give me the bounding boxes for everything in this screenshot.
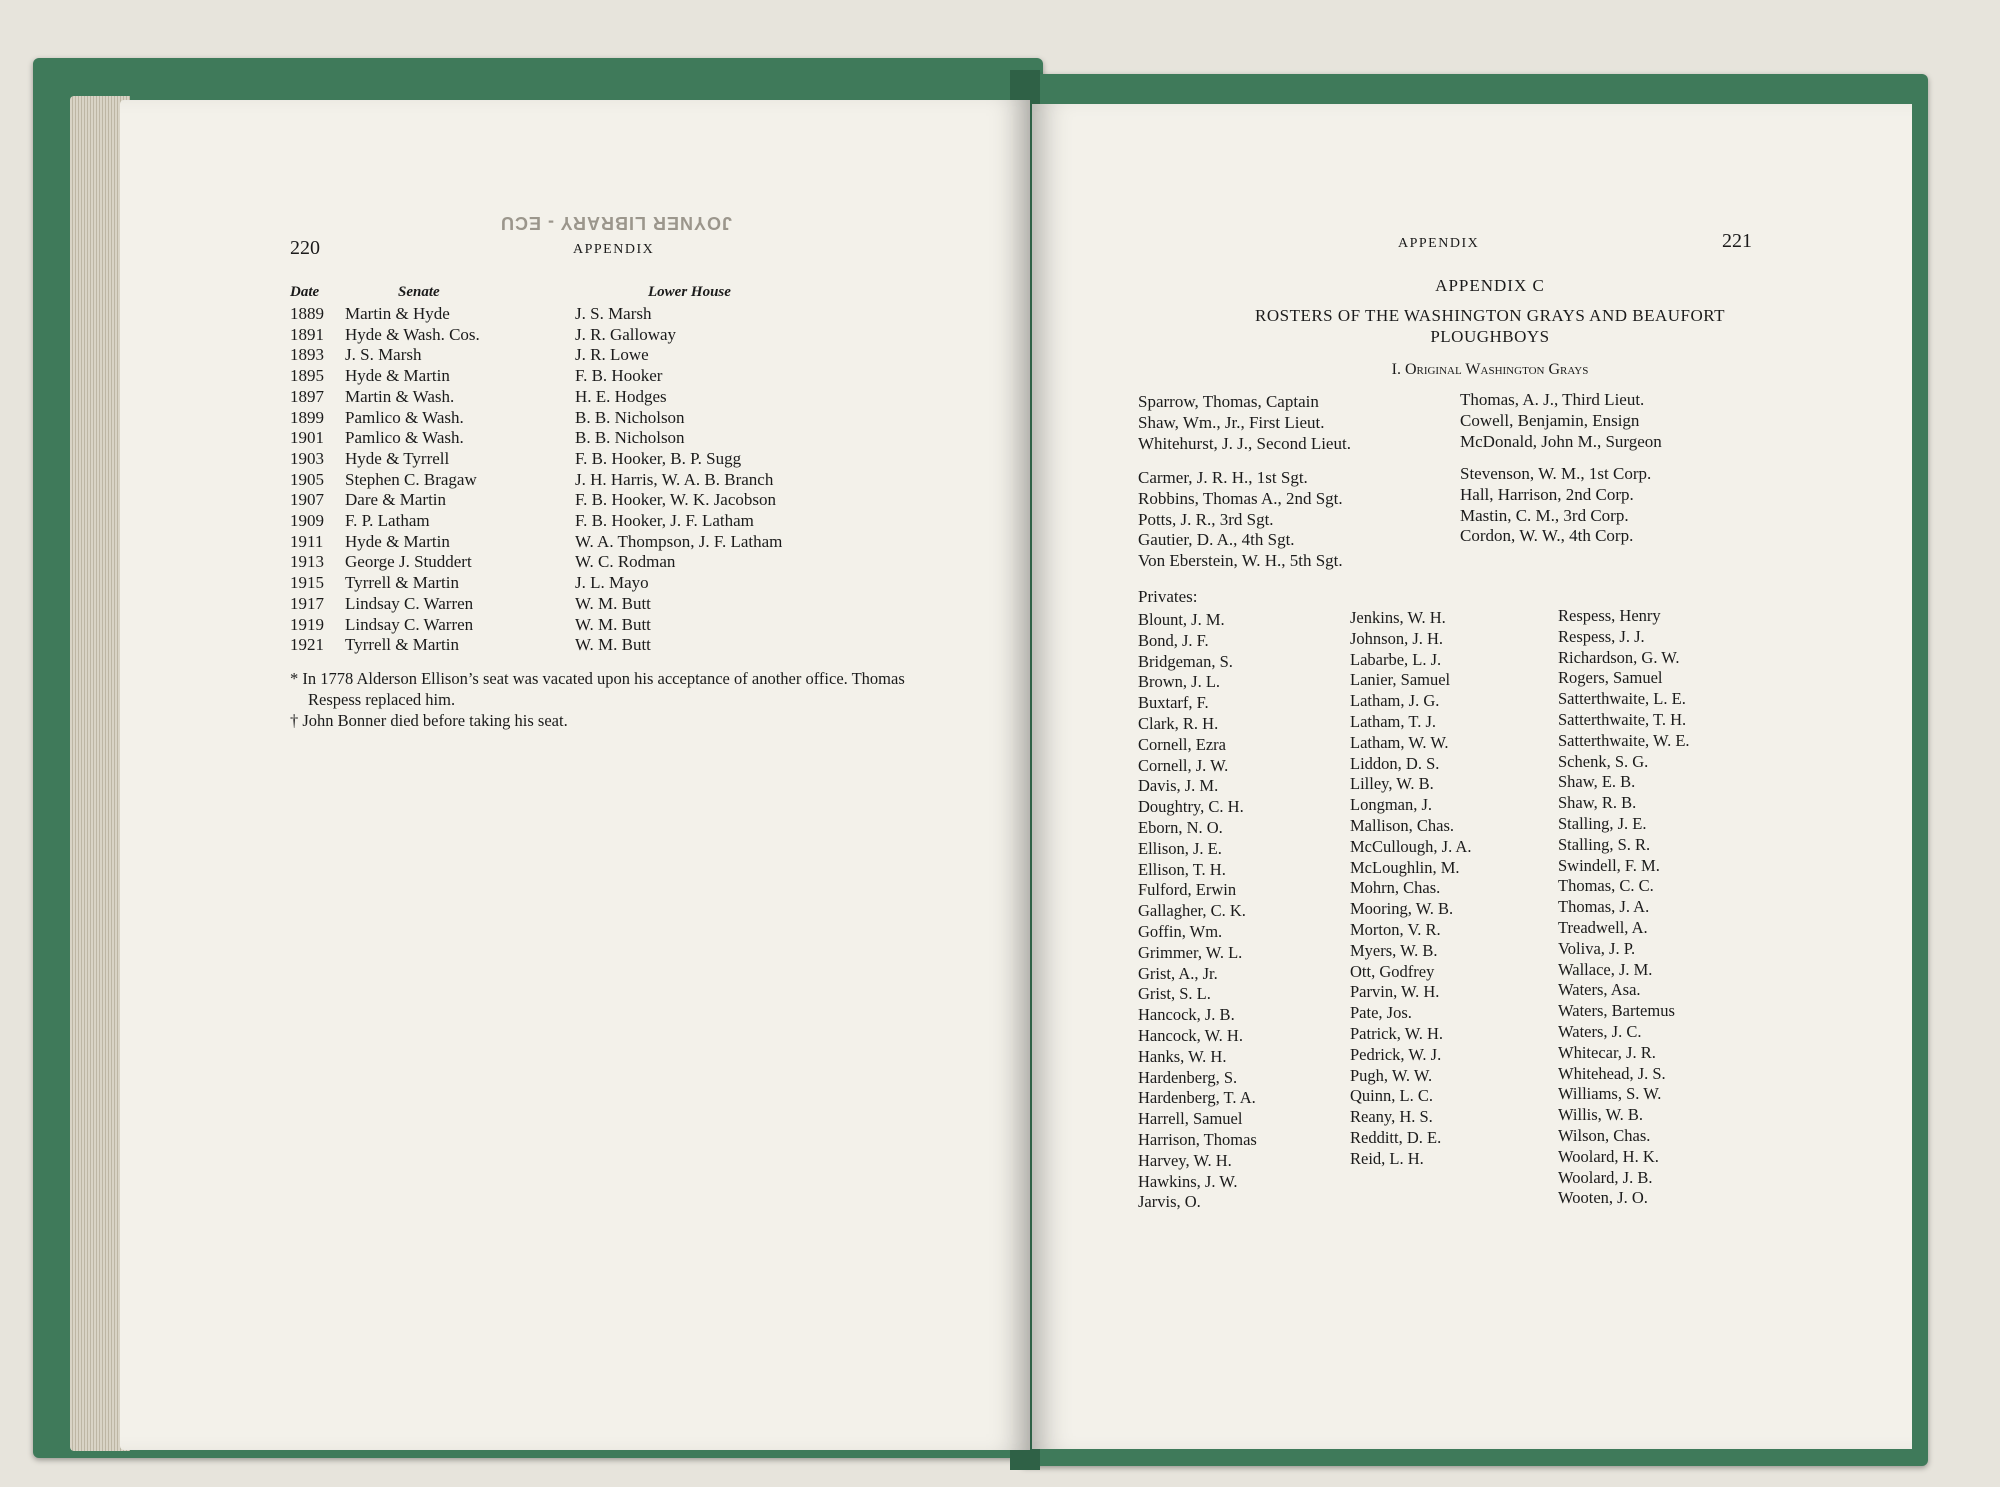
lower-house-cell: J. R. Lowe bbox=[575, 345, 649, 365]
private-entry: Bridgeman, S. bbox=[1138, 651, 1233, 671]
private-entry: Parvin, W. H. bbox=[1350, 982, 1440, 1002]
nco-entry: Cordon, W. W., 4th Corp. bbox=[1460, 526, 1634, 546]
private-entry: Reid, L. H. bbox=[1350, 1148, 1424, 1168]
private-entry: Grist, A., Jr. bbox=[1138, 963, 1218, 983]
footnote-2: † John Bonner died before taking his seat. bbox=[290, 711, 568, 730]
library-stamp: JOYNER LIBRARY - ECU bbox=[500, 213, 733, 233]
senate-cell: Hyde & Tyrrell bbox=[345, 448, 450, 468]
senate-cell: Lindsay C. Warren bbox=[345, 614, 474, 634]
privates-column-3 bbox=[1558, 606, 1690, 1209]
private-entry: Morton, V. R. bbox=[1350, 919, 1441, 939]
year-cell: 1895 bbox=[290, 366, 324, 386]
officer-entry: Whitehurst, J. J., Second Lieut. bbox=[1138, 433, 1351, 453]
private-entry: Fulford, Erwin bbox=[1138, 880, 1237, 900]
year-cell: 1901 bbox=[290, 428, 324, 448]
private-entry: Mooring, W. B. bbox=[1350, 899, 1454, 919]
senate-cell: Stephen C. Bragaw bbox=[345, 469, 477, 489]
private-entry: Quinn, L. C. bbox=[1350, 1086, 1433, 1106]
senate-cell: Lindsay C. Warren bbox=[345, 593, 474, 613]
private-entry: Schenk, S. G. bbox=[1558, 751, 1649, 771]
private-entry: Swindell, F. M. bbox=[1558, 855, 1660, 875]
private-entry: Reany, H. S. bbox=[1350, 1107, 1433, 1127]
ncos-list-left bbox=[1138, 468, 1343, 572]
lower-house-cell: H. E. Hodges bbox=[575, 386, 667, 406]
private-entry: Wilson, Chas. bbox=[1558, 1125, 1651, 1145]
private-entry: Patrick, W. H. bbox=[1350, 1023, 1444, 1043]
year-cell: 1905 bbox=[290, 469, 324, 489]
senate-cell: Martin & Hyde bbox=[345, 304, 450, 323]
column-header-lower-house: Lower House bbox=[648, 284, 731, 300]
lower-house-cell: W. C. Rodman bbox=[575, 552, 676, 572]
nco-entry: Potts, J. R., 3rd Sgt. bbox=[1138, 509, 1274, 529]
private-entry: Johnson, J. H. bbox=[1350, 628, 1444, 648]
nco-entry: Gautier, D. A., 4th Sgt. bbox=[1138, 530, 1295, 550]
year-cell: 1903 bbox=[290, 448, 324, 468]
page-number-left: 220 bbox=[290, 237, 320, 259]
running-head-left: APPENDIX bbox=[573, 242, 655, 257]
nco-entry: Mastin, C. M., 3rd Corp. bbox=[1460, 505, 1629, 525]
year-cell: 1913 bbox=[290, 552, 324, 572]
private-entry: Mohrn, Chas. bbox=[1350, 878, 1441, 898]
private-entry: Ott, Godfrey bbox=[1350, 961, 1435, 981]
private-entry: Brown, J. L. bbox=[1138, 672, 1221, 692]
officer-entry: Shaw, Wm., Jr., First Lieut. bbox=[1138, 412, 1325, 432]
nco-entry: Robbins, Thomas A., 2nd Sgt. bbox=[1138, 488, 1343, 508]
column-header-date: Date bbox=[290, 284, 320, 300]
senate-cell: J. S. Marsh bbox=[345, 345, 422, 365]
lower-house-cell: W. A. Thompson, J. F. Latham bbox=[575, 531, 783, 551]
private-entry: Hancock, W. H. bbox=[1138, 1025, 1243, 1045]
year-cell: 1911 bbox=[290, 531, 324, 551]
private-entry: Waters, Asa. bbox=[1558, 980, 1641, 1000]
private-entry: Eborn, N. O. bbox=[1138, 817, 1223, 837]
column-header-senate: Senate bbox=[398, 284, 440, 300]
private-entry: Ellison, T. H. bbox=[1138, 859, 1226, 879]
senate-cell: Pamlico & Wash. bbox=[345, 428, 464, 448]
lower-house-cell: J. R. Galloway bbox=[575, 324, 677, 344]
private-entry: Wooten, J. O. bbox=[1558, 1188, 1648, 1208]
private-entry: Gallagher, C. K. bbox=[1138, 901, 1246, 921]
senate-cell: Tyrrell & Martin bbox=[345, 635, 460, 655]
private-entry: Hawkins, J. W. bbox=[1138, 1171, 1238, 1191]
private-entry: Grimmer, W. L. bbox=[1138, 942, 1243, 962]
private-entry: Richardson, G. W. bbox=[1558, 647, 1680, 667]
private-entry: Latham, T. J. bbox=[1350, 711, 1436, 731]
private-entry: Waters, J. C. bbox=[1558, 1021, 1642, 1041]
private-entry: Rogers, Samuel bbox=[1558, 668, 1663, 688]
senate-cell: Tyrrell & Martin bbox=[345, 573, 460, 593]
private-entry: Ellison, J. E. bbox=[1138, 838, 1222, 858]
page-number-right: 221 bbox=[1722, 230, 1752, 252]
private-entry: Thomas, C. C. bbox=[1558, 876, 1654, 896]
lower-house-cell: F. B. Hooker, B. P. Sugg bbox=[575, 448, 742, 468]
year-cell: 1893 bbox=[290, 345, 324, 365]
private-entry: Hardenberg, T. A. bbox=[1138, 1088, 1256, 1108]
senate-cell: Hyde & Martin bbox=[345, 531, 450, 551]
private-entry: Woolard, H. K. bbox=[1558, 1146, 1659, 1166]
lower-house-cell: W. M. Butt bbox=[575, 635, 651, 655]
private-entry: Hardenberg, S. bbox=[1138, 1067, 1238, 1087]
officer-entry: Sparrow, Thomas, Captain bbox=[1138, 392, 1319, 411]
private-entry: Grist, S. L. bbox=[1138, 984, 1211, 1004]
year-cell: 1917 bbox=[290, 593, 324, 613]
private-entry: Doughtry, C. H. bbox=[1138, 797, 1244, 817]
year-cell: 1915 bbox=[290, 573, 324, 593]
left-page bbox=[120, 100, 1030, 1450]
officers-list-right bbox=[1460, 390, 1662, 452]
private-entry: Blount, J. M. bbox=[1138, 610, 1225, 629]
private-entry: Thomas, J. A. bbox=[1558, 897, 1650, 917]
private-entry: Myers, W. B. bbox=[1350, 940, 1438, 960]
private-entry: Respess, J. J. bbox=[1558, 626, 1645, 646]
private-entry: Shaw, R. B. bbox=[1558, 793, 1637, 813]
senate-cell: Pamlico & Wash. bbox=[345, 407, 464, 427]
private-entry: McCullough, J. A. bbox=[1350, 836, 1472, 856]
officer-entry: Cowell, Benjamin, Ensign bbox=[1460, 410, 1640, 430]
senate-cell: F. P. Latham bbox=[345, 511, 430, 530]
private-entry: Voliva, J. P. bbox=[1558, 938, 1636, 958]
private-entry: Williams, S. W. bbox=[1558, 1084, 1662, 1104]
lower-house-cell: W. M. Butt bbox=[575, 593, 651, 613]
senate-cell: George J. Studdert bbox=[345, 552, 472, 572]
section-heading: I. Original Washington Grays bbox=[1391, 361, 1589, 378]
private-entry: Whitecar, J. R. bbox=[1558, 1042, 1656, 1062]
year-cell: 1897 bbox=[290, 386, 324, 406]
private-entry: Bond, J. F. bbox=[1138, 630, 1209, 650]
private-entry: Respess, Henry bbox=[1558, 606, 1661, 625]
private-entry: Satterthwaite, T. H. bbox=[1558, 709, 1687, 729]
lower-house-cell: F. B. Hooker bbox=[575, 366, 663, 386]
private-entry: Satterthwaite, L. E. bbox=[1558, 689, 1686, 709]
lower-house-cell: B. B. Nicholson bbox=[575, 407, 685, 427]
lower-house-cell: B. B. Nicholson bbox=[575, 428, 685, 448]
private-entry: Cornell, J. W. bbox=[1138, 755, 1229, 775]
lower-house-cell: J. L. Mayo bbox=[575, 573, 649, 593]
private-entry: Wallace, J. M. bbox=[1558, 959, 1653, 979]
officers-list-left bbox=[1138, 392, 1351, 454]
lower-house-cell: J. S. Marsh bbox=[575, 304, 652, 323]
senate-cell: Hyde & Wash. Cos. bbox=[345, 324, 480, 344]
private-entry: Waters, Bartemus bbox=[1558, 1001, 1675, 1021]
privates-label: Privates: bbox=[1138, 587, 1198, 606]
nco-entry: Von Eberstein, W. H., 5th Sgt. bbox=[1138, 551, 1343, 571]
private-entry: Pate, Jos. bbox=[1350, 1003, 1412, 1023]
private-entry: Lanier, Samuel bbox=[1350, 670, 1451, 690]
private-entry: Harrell, Samuel bbox=[1138, 1109, 1243, 1129]
private-entry: Goffin, Wm. bbox=[1138, 921, 1223, 941]
private-entry: Longman, J. bbox=[1350, 795, 1433, 815]
private-entry: Buxtarf, F. bbox=[1138, 693, 1209, 713]
private-entry: Whitehead, J. S. bbox=[1558, 1063, 1666, 1083]
private-entry: Pugh, W. W. bbox=[1350, 1065, 1433, 1085]
private-entry: Labarbe, L. J. bbox=[1350, 649, 1442, 669]
private-entry: Willis, W. B. bbox=[1558, 1105, 1644, 1125]
year-cell: 1899 bbox=[290, 407, 324, 427]
private-entry: Redditt, D. E. bbox=[1350, 1127, 1442, 1147]
private-entry: Jenkins, W. H. bbox=[1350, 608, 1446, 627]
footnotes bbox=[290, 668, 930, 731]
running-head-right: APPENDIX bbox=[1398, 236, 1480, 251]
roster-title-line-1: ROSTERS OF THE WASHINGTON GRAYS AND BEAUFORT bbox=[1255, 306, 1725, 325]
private-entry: Pedrick, W. J. bbox=[1350, 1044, 1442, 1064]
senate-cell: Dare & Martin bbox=[345, 490, 447, 510]
senate-cell: Martin & Wash. bbox=[345, 386, 455, 406]
private-entry: Mallison, Chas. bbox=[1350, 815, 1455, 835]
private-entry: Harvey, W. H. bbox=[1138, 1150, 1232, 1170]
private-entry: Cornell, Ezra bbox=[1138, 734, 1226, 754]
year-cell: 1889 bbox=[290, 304, 324, 323]
lower-house-cell: W. M. Butt bbox=[575, 614, 651, 634]
year-cell: 1921 bbox=[290, 635, 324, 655]
private-entry: Liddon, D. S. bbox=[1350, 753, 1440, 773]
senate-cell: Hyde & Martin bbox=[345, 366, 450, 386]
lower-house-cell: F. B. Hooker, J. F. Latham bbox=[575, 511, 754, 530]
private-entry: Latham, J. G. bbox=[1350, 691, 1440, 711]
private-entry: Harrison, Thomas bbox=[1138, 1129, 1257, 1149]
private-entry: McLoughlin, M. bbox=[1350, 857, 1460, 877]
year-cell: 1891 bbox=[290, 324, 324, 344]
nco-entry: Hall, Harrison, 2nd Corp. bbox=[1460, 484, 1634, 504]
privates-column-2 bbox=[1350, 608, 1471, 1170]
private-entry: Jarvis, O. bbox=[1138, 1192, 1201, 1212]
privates-column-1 bbox=[1138, 610, 1257, 1213]
private-entry: Shaw, E. B. bbox=[1558, 772, 1636, 792]
private-entry: Hancock, J. B. bbox=[1138, 1005, 1235, 1025]
footnote-1: * In 1778 Alderson Ellison’s seat was vacated upon his acceptance of another office. Thomas Respess replaced him. bbox=[290, 669, 905, 709]
year-cell: 1907 bbox=[290, 490, 324, 510]
private-entry: Lilley, W. B. bbox=[1350, 774, 1434, 794]
private-entry: Stalling, J. E. bbox=[1558, 813, 1647, 833]
roster-title-line-2: PLOUGHBOYS bbox=[1430, 327, 1550, 346]
year-cell: 1919 bbox=[290, 614, 324, 634]
private-entry: Davis, J. M. bbox=[1138, 776, 1219, 796]
ncos-list-right bbox=[1460, 464, 1651, 547]
private-entry: Stalling, S. R. bbox=[1558, 834, 1651, 854]
appendix-label: APPENDIX C bbox=[1435, 276, 1545, 295]
private-entry: Woolard, J. B. bbox=[1558, 1167, 1653, 1187]
private-entry: Hanks, W. H. bbox=[1138, 1046, 1227, 1066]
nco-entry: Carmer, J. R. H., 1st Sgt. bbox=[1138, 468, 1308, 487]
officer-entry: McDonald, John M., Surgeon bbox=[1460, 431, 1662, 451]
private-entry: Latham, W. W. bbox=[1350, 732, 1449, 752]
private-entry: Satterthwaite, W. E. bbox=[1558, 730, 1690, 750]
private-entry: Clark, R. H. bbox=[1138, 713, 1219, 733]
lower-house-cell: F. B. Hooker, W. K. Jacobson bbox=[575, 490, 777, 510]
private-entry: Treadwell, A. bbox=[1558, 917, 1648, 937]
year-cell: 1909 bbox=[290, 511, 324, 530]
lower-house-cell: J. H. Harris, W. A. B. Branch bbox=[575, 469, 774, 489]
officer-entry: Thomas, A. J., Third Lieut. bbox=[1460, 390, 1645, 409]
nco-entry: Stevenson, W. M., 1st Corp. bbox=[1460, 464, 1652, 483]
